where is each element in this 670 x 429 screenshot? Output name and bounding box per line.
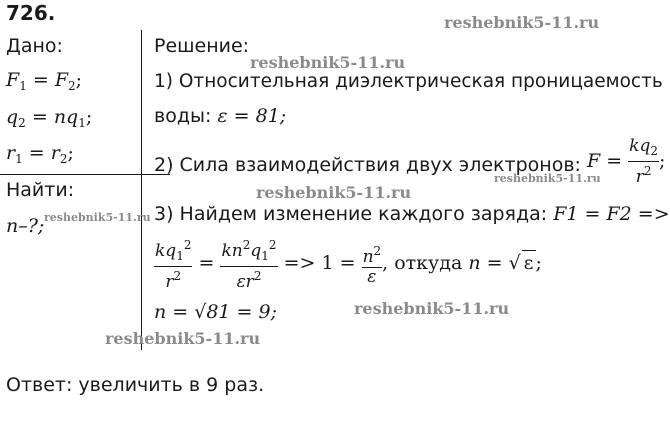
result-line: n = √81 = 9; — [154, 301, 278, 323]
step2-prefix: 2) Сила взаимодействия двух электронов: — [154, 154, 587, 176]
step3-relation: $\frac{kq_1^2}{r^2}$ = $\frac{kn^2q_1^2}{\varepsilon r^2}$ => 1 = $\frac{n^2}{\varepsilon}$ , откуда n = √ ε ; — [155, 238, 542, 292]
watermark: reshebnik5-11.ru — [44, 211, 151, 224]
step3-relation-text: , откуда — [382, 252, 469, 274]
watermark: reshebnik5-11.ru — [105, 329, 261, 348]
answer: Ответ: увеличить в 9 раз. — [6, 374, 265, 396]
find-value: n–?; — [6, 215, 45, 237]
watermark: reshebnik5-11.ru — [256, 183, 412, 202]
step1-line1: 1) Относительная диэлектрическая проницаемость — [154, 71, 663, 92]
solution-heading: Решение: — [154, 35, 250, 57]
watermark: reshebnik5-11.ru — [354, 299, 510, 318]
step1-formula: ε = 81; — [217, 105, 287, 127]
step3-line — [154, 202, 670, 226]
step3-formula: F1 = F2 => — [553, 203, 670, 225]
step1-line2-prefix: воды: — [154, 105, 218, 127]
step1-line2 — [154, 104, 286, 128]
problem-number: 726. — [6, 1, 56, 25]
given-line-2: $q_2 = nq_1$; — [6, 106, 93, 130]
watermark: reshebnik5-11.ru — [444, 13, 600, 32]
vertical-divider — [141, 30, 142, 350]
step3-prefix: 3) Найдем изменение каждого заряда: — [154, 203, 554, 225]
given-heading: Дано: — [6, 35, 63, 57]
given-divider — [0, 174, 170, 175]
given-line-1: $F_1 = F_2$; — [6, 69, 83, 93]
step2-formula: F = $\frac{kq_2}{r^2}$ ; — [586, 136, 666, 187]
watermark: reshebnik5-11.ru — [494, 172, 601, 185]
find-heading: Найти: — [6, 179, 75, 201]
watermark: reshebnik5-11.ru — [250, 53, 406, 72]
given-line-3: $r_1 = r_2$; — [6, 142, 74, 166]
